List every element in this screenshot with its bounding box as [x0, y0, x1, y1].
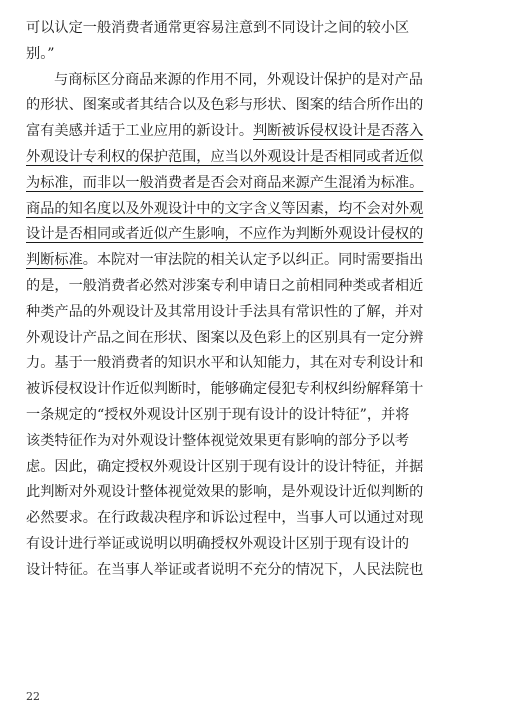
text-line — [26, 351, 488, 377]
line-text: 此判断对外观设计整体视觉效果的影响，是外观设计近似判断的 — [26, 484, 424, 501]
line-text: 有设计进行举证或说明以明确授权外观设计区别于现有设计的 — [26, 535, 410, 552]
line-text: 可以认定一般消费者通常更容易注意到不同设计之间的较小区 — [26, 20, 410, 36]
line-text: 。本院对一审法院的相关认定予以纠正。同时需要指出 — [82, 252, 424, 269]
line-text: 与商标区分商品来源的作用不同，外观设计保护的是对产品 — [54, 71, 423, 88]
line-text: 设计特征。在当事人举证或者说明不充分的情况下，人民法院也 — [26, 561, 424, 578]
line-text: 被诉侵权设计作近似判断时，能够确定侵犯专利权纠纷解释第十 — [26, 381, 424, 398]
text-line — [26, 480, 488, 506]
page-number: 22 — [26, 690, 40, 703]
line-text: 的是，一般消费者必然对涉案专利申请日之前相同种类或者相近 — [26, 277, 424, 294]
document-body — [26, 16, 488, 584]
text-line — [26, 222, 488, 248]
line-text: 种类产品的外观设计及其常用设计手法具有常识性的了解，并对 — [26, 303, 424, 320]
text-line — [26, 377, 488, 403]
text-line — [26, 119, 488, 145]
text-line — [26, 300, 488, 326]
text-line — [26, 532, 488, 558]
underlined-text: 外观设计专利权的保护范围，应当以外观设计是否相同或者近似 — [26, 148, 424, 165]
text-line — [26, 248, 488, 274]
text-line — [26, 558, 488, 584]
underlined-text: 商品的知名度以及外观设计中的文字含义等因素，均不会对外观 — [26, 200, 424, 217]
line-text: 富有美感并适于工业应用的新设计。 — [26, 123, 254, 140]
text-line — [26, 42, 488, 68]
text-line — [26, 403, 488, 429]
line-text: 力。基于一般消费者的知识水平和认知能力，其在对专利设计和 — [26, 355, 424, 372]
text-line — [26, 455, 488, 481]
text-line — [26, 68, 488, 94]
underlined-text: 判断标准 — [26, 252, 83, 269]
underlined-text: 为标准，而非以一般消费者是否会对商品来源产生混淆为标准。 — [26, 174, 424, 191]
text-line — [26, 326, 488, 352]
text-line — [26, 506, 488, 532]
line-text: 该类特征作为对外观设计整体视觉效果更有影响的部分予以考 — [26, 432, 410, 449]
line-text: 的形状、图案或者其结合以及色彩与形状、图案的结合所作出的 — [26, 97, 424, 114]
text-line — [26, 16, 488, 42]
line-text: 别。” — [26, 45, 55, 62]
text-line — [26, 93, 488, 119]
underlined-text: 判断被诉侵权设计是否落入 — [253, 123, 424, 140]
line-text: 必然要求。在行政裁决程序和诉讼过程中，当事人可以通过对现 — [26, 510, 424, 527]
text-line — [26, 171, 488, 197]
line-text: 外观设计产品之间在形状、图案以及色彩上的区别具有一定分辨 — [26, 329, 424, 346]
text-line — [26, 197, 488, 223]
line-text: 虑。因此，确定授权外观设计区别于现有设计的设计特征，并据 — [26, 458, 424, 475]
text-line — [26, 429, 488, 455]
line-text: 一条规定的“授权外观设计区别于现有设计的设计特征”，并将 — [26, 406, 410, 423]
underlined-text: 设计是否相同或者近似产生影响，不应作为判断外观设计侵权的 — [26, 226, 424, 243]
text-line — [26, 274, 488, 300]
text-line — [26, 145, 488, 171]
